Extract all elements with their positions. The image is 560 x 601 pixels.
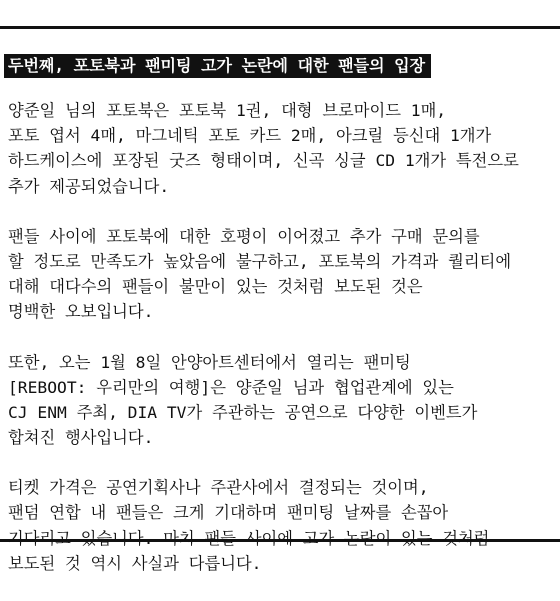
text-line: 하드케이스에 포장된 굿즈 형태이며, 신곡 싱글 CD 1개가 특전으로 (8, 151, 519, 171)
section-heading: 두번째, 포토북과 팬미팅 고가 논란에 대한 팬들의 입장 (4, 54, 431, 78)
text-line: 합쳐진 행사입니다. (8, 428, 154, 448)
document-body (8, 98, 560, 601)
paragraph-fanmeeting (8, 350, 560, 451)
text-line: 보도된 것 역시 사실과 다릅니다. (8, 553, 262, 573)
text-line: 할 정도로 만족도가 높았음에 불구하고, 포토북의 가격과 퀄리티에 (8, 251, 512, 271)
text-line: 양준일 님의 포토북은 포토북 1권, 대형 브로마이드 1매, (8, 101, 447, 120)
text-line: CJ ENM 주최, DIA TV가 주관하는 공연으로 다양한 이벤트가 (8, 402, 478, 422)
text-line: 팬덤 연합 내 팬들은 크게 기대하며 팬미팅 날짜를 손꼽아 (8, 503, 449, 523)
text-line: 대해 대다수의 팬들이 불만이 있는 것처럼 보도된 것은 (8, 277, 423, 297)
text-line: 명백한 오보입니다. (8, 302, 154, 322)
text-line: 추가 제공되었습니다. (8, 176, 170, 196)
paragraph-ticket-price (8, 475, 560, 576)
text-line: 포토 엽서 4매, 마그네틱 포토 카드 2매, 아크릴 등신대 1개가 (8, 126, 492, 146)
text-line: 기다리고 있습니다. 마치 팬들 사이에 고가 논란이 있는 것처럼 (8, 528, 490, 548)
text-line: 또한, 오는 1월 8일 안양아트센터에서 열리는 팬미팅 (8, 352, 411, 372)
paragraph-photobook (8, 98, 560, 199)
text-line: [REBOOT: 우리만의 여행]은 양준일 님과 협업관계에 있는 (8, 377, 454, 397)
paragraph-fan-reaction (8, 224, 560, 325)
text-line: 팬들 사이에 포토북에 대한 호평이 이어졌고 추가 구매 문의를 (8, 226, 480, 246)
text-line: 티켓 가격은 공연기획사나 주관사에서 결정되는 것이며, (8, 478, 429, 498)
